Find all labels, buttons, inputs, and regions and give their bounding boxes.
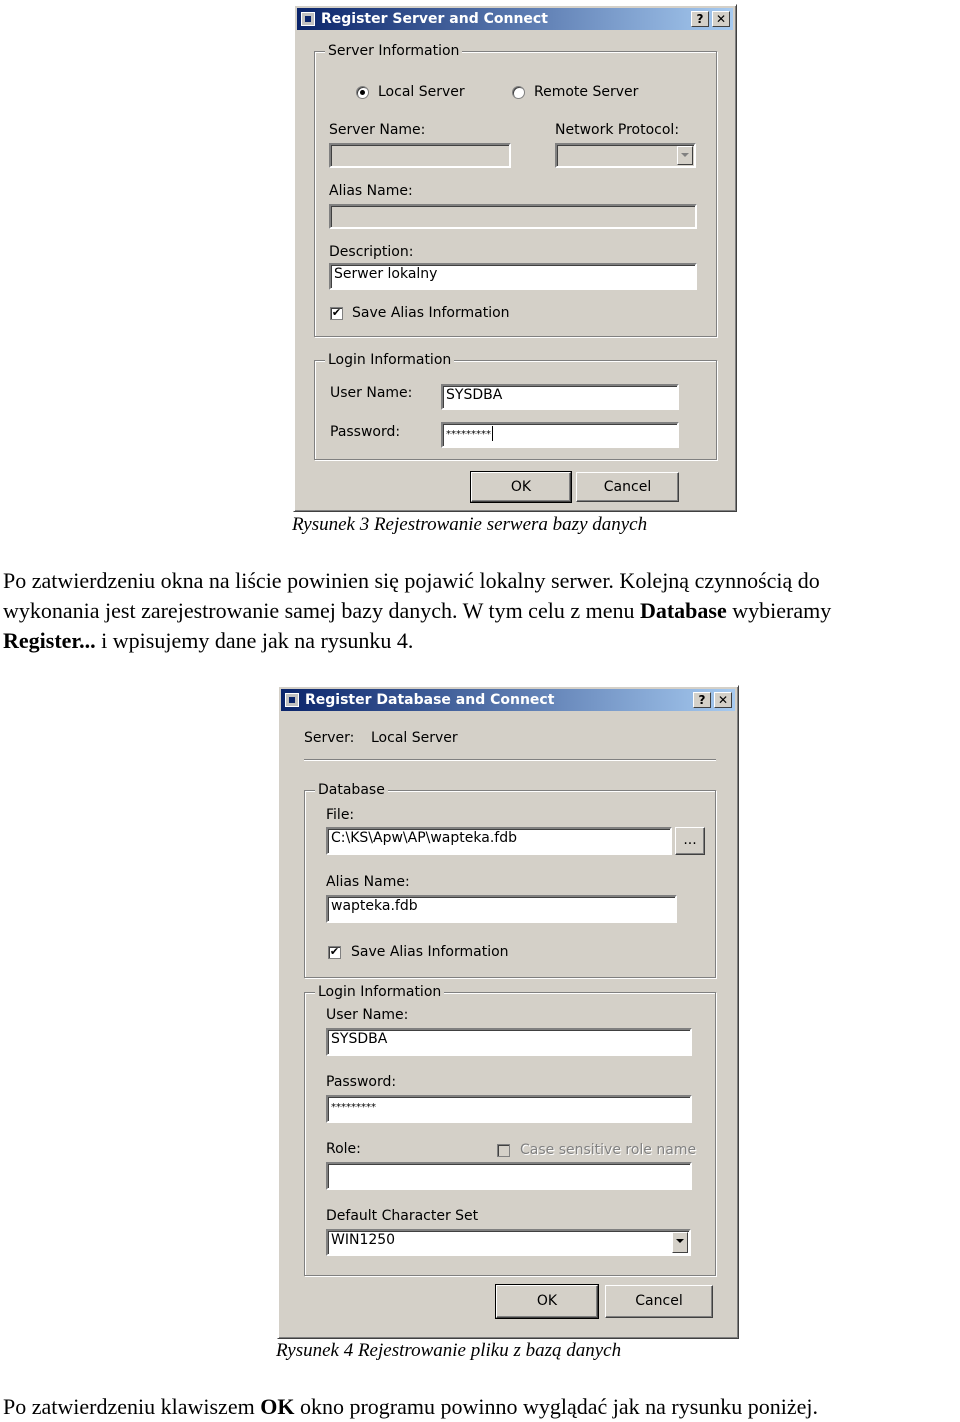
text-run: wybieramy [726,598,832,623]
description-input[interactable] [329,263,697,290]
password-label: Password: [326,1074,397,1090]
group-label: Login Information [325,352,454,368]
paragraph-1-line-2 [3,596,831,626]
cancel-button[interactable] [605,1285,713,1318]
alias-name-label: Alias Name: [326,874,410,890]
remote-server-label: Remote Server [534,84,639,100]
password-value: ********* [331,1102,376,1113]
server-value: Local Server [371,730,458,746]
save-alias-checkbox[interactable]: ✔ [329,946,340,958]
user-name-input[interactable] [326,1028,692,1056]
figure-caption-3: Rysunek 3 Rejestrowanie serwera bazy danych [292,514,648,535]
case-sensitive-label: Case sensitive role name [520,1142,697,1158]
dialog-title: Register Database and Connect [305,692,555,708]
alias-name-label: Alias Name: [329,183,413,199]
ok-button[interactable] [471,472,571,502]
register-server-dialog [293,4,737,512]
separator [304,759,716,761]
app-icon [285,693,299,707]
local-server-label: Local Server [378,84,465,100]
chevron-down-icon[interactable] [672,1232,688,1253]
charset-label: Default Character Set [326,1208,479,1224]
password-label: Password: [330,424,401,440]
server-name-input[interactable] [329,143,511,168]
dialog-title: Register Server and Connect [321,11,548,27]
remote-server-radio[interactable] [512,86,525,99]
user-name-label: User Name: [330,385,413,401]
help-button[interactable]: ? [693,692,711,708]
chevron-down-icon[interactable] [677,146,693,165]
description-label: Description: [329,244,414,260]
key-name-ok: OK [260,1394,295,1419]
file-value: C:\KS\Apw\AP\wapteka.fdb [331,830,517,846]
password-value: ********* [446,429,491,440]
alias-name-value: wapteka.fdb [331,898,418,914]
menu-item-register: Register... [3,628,96,653]
role-label: Role: [326,1141,361,1157]
server-name-label: Server Name: [329,122,426,138]
case-sensitive-checkbox[interactable] [497,1144,510,1157]
app-icon [301,12,315,26]
text-run: Po zatwierdzeniu klawiszem [3,1394,261,1419]
local-server-radio[interactable] [356,86,369,99]
cancel-button[interactable] [576,472,679,502]
figure-caption-4: Rysunek 4 Rejestrowanie pliku z bazą danych [276,1340,622,1361]
text-run: okno programu powinno wyglądać jak na rysunku poniżej. [294,1394,819,1419]
save-alias-checkbox[interactable]: ✔ [331,307,342,319]
alias-name-input[interactable] [326,895,677,923]
ok-button[interactable] [496,1285,598,1318]
charset-value: WIN1250 [331,1232,396,1248]
description-value: Serwer lokalny [334,266,438,282]
server-label: Server: [304,730,355,746]
title-bar [281,689,735,711]
save-alias-label: Save Alias Information [352,305,510,321]
ok-label: OK [536,1293,558,1309]
text-run: i wpisujemy dane jak na rysunku 4. [95,628,414,653]
browse-label: ... [683,832,697,848]
user-name-value: SYSDBA [331,1031,388,1047]
user-name-input[interactable] [441,384,679,410]
text-run: wykonania jest zarejestrowanie samej bazy danych. W tym celu z menu [3,598,640,623]
close-button[interactable]: ✕ [714,692,732,708]
paragraph-1-line-1: Po zatwierdzeniu okna na liście powinien się pojawić lokalny serwer. Kolejną czynnością do [3,568,820,593]
ok-label: OK [510,479,532,495]
user-name-value: SYSDBA [446,387,503,403]
file-input[interactable] [326,827,672,855]
group-label: Login Information [315,984,444,1000]
title-bar [297,8,733,30]
network-protocol-select[interactable] [555,143,696,168]
menu-name-database: Database [639,598,727,623]
save-alias-label: Save Alias Information [351,944,509,960]
help-button[interactable]: ? [691,11,709,27]
browse-button[interactable] [675,827,705,855]
group-label: Server Information [325,43,462,59]
password-input[interactable] [326,1095,692,1123]
alias-name-input[interactable] [329,204,697,229]
close-button[interactable]: ✕ [712,11,730,27]
role-input[interactable] [326,1162,692,1190]
paragraph-1-line-3 [3,626,413,656]
register-database-dialog [277,685,739,1339]
cancel-label: Cancel [603,479,652,495]
file-label: File: [326,807,355,823]
network-protocol-label: Network Protocol: [555,122,680,138]
charset-select[interactable] [326,1229,691,1256]
group-label: Database [315,782,388,798]
password-input[interactable] [441,422,679,448]
text-caret [492,426,493,441]
user-name-label: User Name: [326,1007,409,1023]
cancel-label: Cancel [635,1293,683,1309]
paragraph-2 [3,1392,818,1422]
